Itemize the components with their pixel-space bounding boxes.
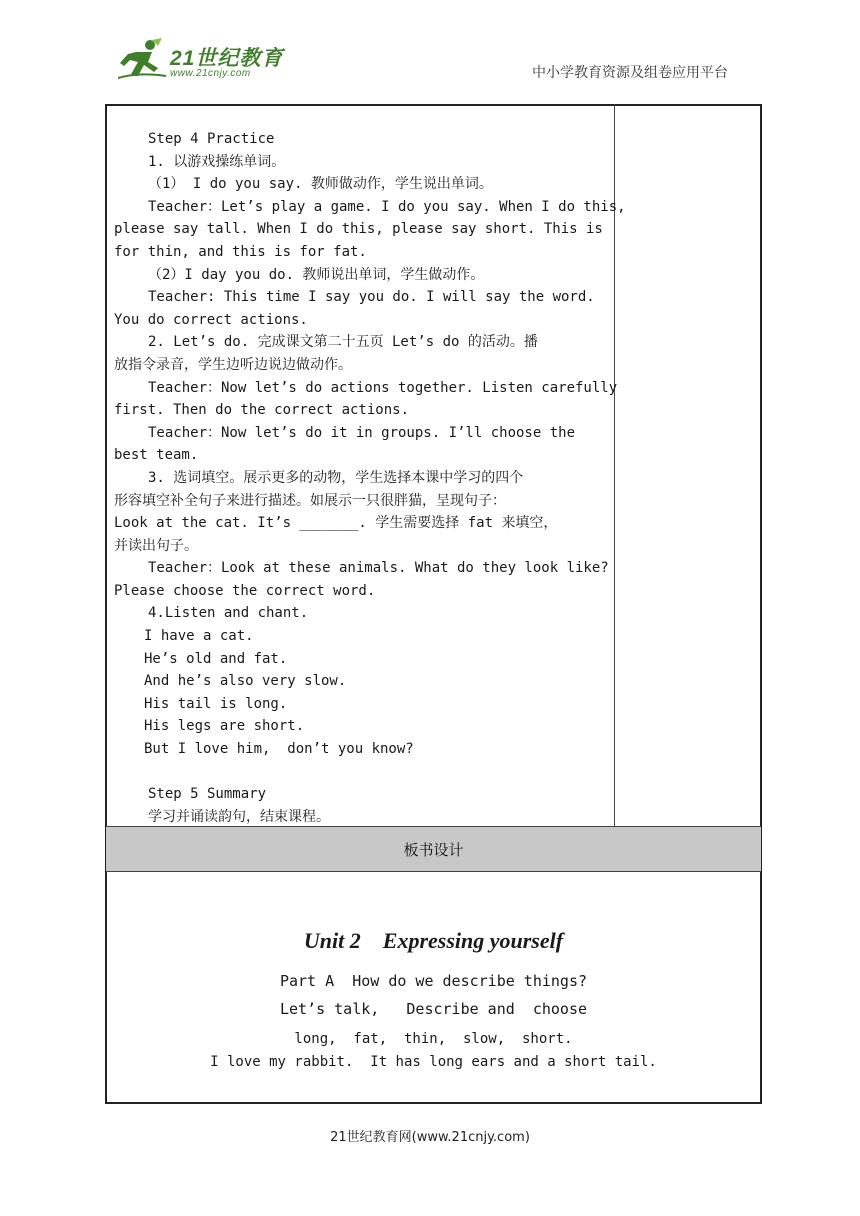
lesson-line: for thin, and this is for fat. — [114, 243, 367, 260]
chant-line: His tail is long. — [144, 695, 288, 712]
page-footer: 21世纪教育网(www.21cnjy.com) — [330, 1130, 530, 1145]
board-design-title: 板书设计 — [403, 841, 464, 859]
lesson-line: 3. 选词填空。展示更多的动物，学生选择本课中学习的四个 — [148, 469, 524, 486]
lesson-line: 形容填空补全句子来进行描述。如展示一只很胖猫，呈现句子： — [114, 492, 506, 509]
runner-logo-icon — [118, 38, 170, 82]
lesson-line: 2. Let’s do. 完成课文第二十五页 Let’s do 的活动。播 — [148, 334, 538, 351]
unit-title: Unit 2 Expressing yourself — [303, 928, 564, 953]
talk-line: Let’s talk, Describe and choose — [279, 1000, 588, 1018]
blank-line — [114, 761, 610, 784]
lesson-line: best team. — [114, 447, 199, 464]
chant-line: But I love him, don’t you know? — [144, 741, 414, 758]
lesson-line: 并读出句子。 — [114, 537, 198, 554]
platform-title: 中小学教育资源及组卷应用平台 — [532, 65, 728, 81]
lesson-line: （2）I day you do. 教师说出单词，学生做动作。 — [148, 266, 485, 283]
board-design-header — [106, 826, 761, 872]
logo-url: www.21cnjy.com — [170, 68, 251, 79]
lesson-line: Look at the cat. It’s _______. 学生需要选择 fat 来填空， — [114, 515, 558, 532]
part-title: Part A How do we describe things? — [279, 972, 588, 990]
lesson-line: 放指令录音，学生边听边说边做动作。 — [114, 356, 352, 373]
step4-title: Step 4 Practice — [148, 131, 275, 147]
page-header — [0, 0, 860, 100]
lesson-line: Teacher：Let’s play a game. I do you say. When I do this, — [148, 198, 626, 215]
lesson-content — [114, 128, 626, 828]
vocabulary-words: long, fat, thin, slow, short. — [294, 1031, 573, 1047]
chant-line: His legs are short. — [144, 718, 305, 735]
board-design — [106, 872, 761, 1102]
chant-line: And he’s also very slow. — [144, 673, 347, 690]
chant-line: I have a cat. — [144, 628, 254, 645]
lesson-line: You do correct actions. — [114, 311, 308, 328]
lesson-line: Teacher：Now let’s do actions together. Listen carefully — [148, 379, 618, 396]
lesson-line: 1. 以游戏操练单词。 — [148, 153, 286, 170]
lesson-line: Please choose the correct word. — [114, 582, 376, 599]
lesson-line: Teacher：Now let’s do it in groups. I’ll choose the — [148, 424, 576, 441]
chant-line: He’s old and fat. — [144, 650, 288, 667]
logo-brand: 21世纪教育 — [170, 47, 284, 70]
lesson-line: first. Then do the correct actions. — [114, 402, 410, 419]
lesson-line: please say tall. When I do this, please say short. This is — [114, 221, 603, 238]
lesson-line: 4.Listen and chant. — [148, 605, 309, 622]
step5-title: Step 5 Summary — [148, 786, 267, 803]
step5-text: 学习并诵读韵句，结束课程。 — [148, 808, 330, 825]
logo — [118, 38, 288, 86]
lesson-line: Teacher：Look at these animals. What do they look like? — [148, 560, 609, 577]
lesson-line: （1） I do you say. 教师做动作，学生说出单词。 — [148, 176, 493, 193]
example-sentence: I love my rabbit. It has long ears and a short tail. — [210, 1054, 657, 1070]
lesson-line: Teacher: This time I say you do. I will say the word. — [148, 289, 595, 306]
